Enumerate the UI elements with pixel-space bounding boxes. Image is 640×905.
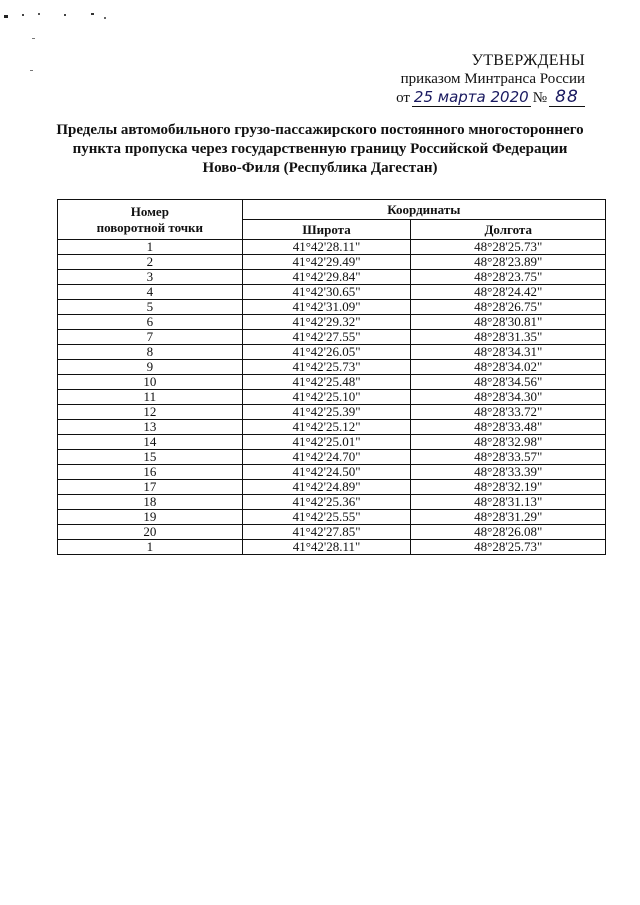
longitude-cell: 48°28'26.75" (411, 300, 606, 315)
approval-date-line (396, 88, 585, 107)
table-row (58, 435, 606, 450)
latitude-cell: 41°42'25.39" (242, 405, 411, 420)
latitude-cell: 41°42'27.85" (242, 525, 411, 540)
table-row (58, 285, 606, 300)
table-row (58, 375, 606, 390)
approval-date-prefix: от (396, 90, 410, 106)
point-number-cell: 13 (58, 420, 243, 435)
table-row (58, 390, 606, 405)
approval-stamp (396, 52, 585, 107)
handwritten-date: 25 марта 2020 (413, 88, 529, 106)
latitude-cell: 41°42'26.05" (242, 345, 411, 360)
latitude-cell: 41°42'31.09" (242, 300, 411, 315)
longitude-cell: 48°28'33.72" (411, 405, 606, 420)
table-row (58, 270, 606, 285)
longitude-cell: 48°28'34.56" (411, 375, 606, 390)
latitude-cell: 41°42'29.49" (242, 255, 411, 270)
longitude-cell: 48°28'32.98" (411, 435, 606, 450)
point-number-cell: 10 (58, 375, 243, 390)
latitude-cell: 41°42'25.55" (242, 510, 411, 525)
latitude-cell: 41°42'25.01" (242, 435, 411, 450)
approval-title: УТВЕРЖДЕНЫ (471, 52, 585, 69)
point-number-cell: 19 (58, 510, 243, 525)
document-title (40, 121, 600, 178)
latitude-cell: 41°42'28.11" (242, 240, 411, 255)
point-number-cell: 17 (58, 480, 243, 495)
longitude-cell: 48°28'26.08" (411, 525, 606, 540)
header-coordinates: Координаты (242, 200, 605, 220)
longitude-cell: 48°28'31.13" (411, 495, 606, 510)
point-number-cell: 8 (58, 345, 243, 360)
point-number-cell: 14 (58, 435, 243, 450)
table-row (58, 240, 606, 255)
latitude-cell: 41°42'24.70" (242, 450, 411, 465)
table-row (58, 300, 606, 315)
latitude-cell: 41°42'24.89" (242, 480, 411, 495)
title-line-1: Пределы автомобильного грузо-пассажирского постоянного многостороннего (56, 122, 584, 138)
table-row (58, 540, 606, 555)
header-turning-point-number (58, 200, 243, 240)
table-row (58, 480, 606, 495)
longitude-cell: 48°28'34.31" (411, 345, 606, 360)
approval-number-sign: № (532, 90, 547, 106)
table-row (58, 315, 606, 330)
point-number-cell: 7 (58, 330, 243, 345)
latitude-cell: 41°42'25.10" (242, 390, 411, 405)
header-number-line-1: Номер (130, 203, 169, 219)
latitude-cell: 41°42'28.11" (242, 540, 411, 555)
latitude-cell: 41°42'25.36" (242, 495, 411, 510)
table-row (58, 345, 606, 360)
latitude-cell: 41°42'29.32" (242, 315, 411, 330)
table-row (58, 510, 606, 525)
point-number-cell: 2 (58, 255, 243, 270)
longitude-cell: 48°28'33.57" (411, 450, 606, 465)
header-longitude: Долгота (411, 220, 606, 240)
longitude-cell: 48°28'34.30" (411, 390, 606, 405)
longitude-cell: 48°28'23.89" (411, 255, 606, 270)
approval-order-line: приказом Минтранса России (400, 71, 585, 87)
longitude-cell: 48°28'30.81" (411, 315, 606, 330)
handwritten-number: 88 (549, 88, 585, 107)
longitude-cell: 48°28'25.73" (411, 240, 606, 255)
point-number-cell: 15 (58, 450, 243, 465)
longitude-cell: 48°28'34.02" (411, 360, 606, 375)
title-line-2: пункта пропуска через государственную границу Российской Федерации (72, 141, 568, 157)
table-row (58, 465, 606, 480)
longitude-cell: 48°28'23.75" (411, 270, 606, 285)
table-row (58, 525, 606, 540)
title-line-3: Ново-Филя (Республика Дагестан) (202, 160, 438, 176)
table-row (58, 330, 606, 345)
point-number-cell: 18 (58, 495, 243, 510)
point-number-cell: 1 (58, 540, 243, 555)
longitude-cell: 48°28'24.42" (411, 285, 606, 300)
table-row (58, 450, 606, 465)
latitude-cell: 41°42'24.50" (242, 465, 411, 480)
longitude-cell: 48°28'33.39" (411, 465, 606, 480)
point-number-cell: 16 (58, 465, 243, 480)
table-row (58, 360, 606, 375)
table-row (58, 495, 606, 510)
point-number-cell: 3 (58, 270, 243, 285)
latitude-cell: 41°42'25.12" (242, 420, 411, 435)
latitude-cell: 41°42'29.84" (242, 270, 411, 285)
point-number-cell: 20 (58, 525, 243, 540)
point-number-cell: 12 (58, 405, 243, 420)
coordinates-table (57, 199, 606, 555)
longitude-cell: 48°28'31.29" (411, 510, 606, 525)
table-row (58, 255, 606, 270)
latitude-cell: 41°42'27.55" (242, 330, 411, 345)
longitude-cell: 48°28'25.73" (411, 540, 606, 555)
latitude-cell: 41°42'25.73" (242, 360, 411, 375)
point-number-cell: 6 (58, 315, 243, 330)
point-number-cell: 9 (58, 360, 243, 375)
longitude-cell: 48°28'31.35" (411, 330, 606, 345)
longitude-cell: 48°28'33.48" (411, 420, 606, 435)
point-number-cell: 4 (58, 285, 243, 300)
latitude-cell: 41°42'30.65" (242, 285, 411, 300)
header-latitude: Широта (242, 220, 411, 240)
latitude-cell: 41°42'25.48" (242, 375, 411, 390)
point-number-cell: 1 (58, 240, 243, 255)
table-row (58, 405, 606, 420)
header-number-line-2: поворотной точки (96, 219, 204, 235)
point-number-cell: 5 (58, 300, 243, 315)
longitude-cell: 48°28'32.19" (411, 480, 606, 495)
point-number-cell: 11 (58, 390, 243, 405)
table-row (58, 420, 606, 435)
